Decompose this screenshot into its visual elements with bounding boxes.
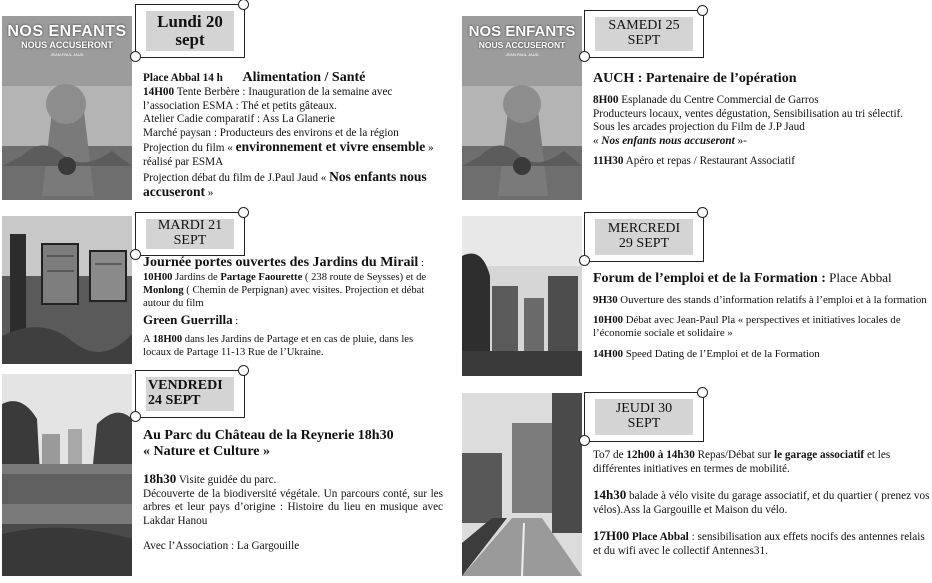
faourette-addr: ( 238 route de Seysses) et de [302,272,427,283]
marche-text: Marché paysan : Producteurs des environs et de la région [143,126,399,139]
date-line1: MARDI 21 [157,218,223,234]
visite-text: Visite guidée du parc. [176,474,277,486]
date-line2: 29 SEPT [618,236,670,251]
poster-title-saturday [462,24,582,58]
ouverture-text: Ouverture des stands d’information relatifs à l’emploi et à la formation [617,294,927,306]
date-line2: SEPT [173,233,207,248]
date-line2: SEPT [627,33,661,48]
time: 14H00 [143,86,175,98]
event-friday [143,428,443,554]
subtitle: « Nature et Culture » [143,444,271,459]
title: Journée portes ouvertes des Jardins du Mirail [143,255,419,270]
date-banner-thursday [584,392,704,442]
place: Place Abbal [825,270,892,285]
poster-title-line2: NOUS ACCUSERONT [478,40,566,50]
time: 14H00 [593,347,623,360]
photo-jardins [2,216,132,364]
decouverte-text: Découverte de la biodiversité végétale. Un parcours conté, sur les arbres et leur pays d’origine : Histoire du lieu en musique avec Lakdar Hanou [143,487,443,527]
green-text: dans les Jardins de Partage et en cas de pluie, dans les locaux de Partage 11-13 Rue de l’Ukraine. [143,334,414,358]
to7-text: To7 de [593,449,627,461]
time: 17H00 [593,528,630,544]
garage-text: le garage associatif [774,449,865,461]
time: 18h30 [143,471,177,486]
place: Place Abbal [629,531,689,544]
date-line1: Lundi 20 [157,12,223,32]
time: 14h30 [593,487,627,503]
photo-quartier [462,216,582,376]
esplanade-text: Esplanade du Centre Commercial de Garros [618,94,819,106]
date-banner-wednesday [584,212,704,262]
sensib-text: : sensibilisation aux effets nocifs des antennes relais et du wifi avec le collectif Antennes31. [593,531,925,557]
quote-close: »- [734,134,747,147]
time: 10H00 [143,272,173,283]
time: 11H30 [593,155,624,168]
theme: Alimentation / Santé [242,70,366,85]
poster-title-line1: NOS ENFANTS [468,23,576,40]
faourette: Partage Faourette [220,272,303,283]
poster-credit: JEAN-PAUL JAUD [50,52,84,57]
title: AUCH : Partenaire de l’opération [593,71,797,86]
green-guerrilla: Green Guerrilla [143,312,233,327]
date-line1: MERCREDI [607,221,681,237]
film-title: Nos enfants nous accuseront [601,134,735,147]
poster-title-line2: NOUS ACCUSERONT [21,40,113,50]
poster-title-line1: NOS ENFANTS [7,23,127,40]
event-wednesday [593,271,931,361]
time: 8H00 [593,94,619,106]
projection-film: environnement et vivre ensemble [235,139,426,155]
title: Au Parc du Château de la Reynerie 18h30 [143,428,394,443]
date-banner-monday [135,4,245,58]
repas-text: Repas/Débat sur [694,449,775,461]
place: Place Abbal 14 h [143,72,223,84]
time: 12h00 à 14h30 [626,449,695,461]
date-banner-friday [135,370,245,418]
event-thursday [593,449,931,559]
time: 18H00 [152,334,183,345]
debat-text: Débat avec Jean-Paul Pla « perspectives et initiatives locales de l’économie sociale et solidaire » [593,314,901,340]
date-line2: SEPT [627,416,661,431]
poster-title-monday [2,24,132,58]
date-banner-saturday [584,10,704,58]
date-line2: sept [175,30,205,49]
monlong: Monlong [143,285,184,296]
asso-text: Avec l’Association : La Gargouille [143,540,300,553]
repas-rest: et les différentes initiatives en termes de mobilité. [593,449,891,475]
photo-garage [462,393,582,576]
date-banner-tuesday [135,212,245,256]
debat-suffix: » [207,187,214,200]
time: 9H30 [593,294,618,306]
tente-text: Tente Berbère : Inauguration de la semaine avec l’association ESMA : Thé et petits gâteaux. [143,86,393,112]
debat-film: Nos enfants nous accuseront [143,168,427,200]
date-line1: SAMEDI 25 [608,18,680,34]
speed-text: Speed Dating de l’Emploi et de la Formation [623,347,820,360]
poster-credit: JEAN-PAUL JAUD [505,52,539,57]
sep: : [418,258,424,269]
time: 10H00 [593,314,623,327]
title: Forum de l’emploi et de la Formation : [593,271,826,286]
atelier-text: Atelier Cadie comparatif : Ass La Glanerie [143,113,335,126]
date-line2: 24 SEPT [148,393,201,408]
event-monday [143,70,443,201]
projection-prefix: Projection du film « [143,142,233,155]
date-line1: JEUDI 30 [615,401,673,417]
jardins-text: Jardins de [172,272,221,283]
projection-suffix: » réalisé par ESMA [143,142,434,168]
quote-open: « [593,134,602,147]
debat-prefix: Projection débat du film de J.Paul Jaud « [143,171,327,184]
event-tuesday: Journée portes ouvertes des Jardins du Mirail : 10H00 Jardins de Partage Faourette ( 238 route de Seysses) et de Monlong ( Chemin de Perpignan) avec visites. Projection et débat autour du film Green Guerrilla : A 18H00 dans les Jardins de Partage et en cas de pluie, dans les locaux de Partage 11-13 Rue de l’Ukraine. [143,255,427,358]
apero-text: Apéro et repas / Restaurant Associatif [623,155,795,168]
arcades-text: Sous les arcades projection du Film de J.P Jaud [593,121,805,134]
producteurs-text: Producteurs locaux, ventes dégustation, Sensibilisation au tri sélectif. [593,107,904,120]
balade-text: balade à vélo visite du garage associatif, et du quartier ( prenez vos vélos).Ass la Gargouille et Maison du vélo. [593,490,930,516]
photo-parc-reynerie [2,374,132,576]
event-saturday [593,71,928,169]
monlong-addr: ( Chemin de Perpignan) avec visites. Projection et débat autour du film [143,285,425,309]
green-sep: : [232,316,239,327]
date-line1: VENDREDI [148,378,223,394]
